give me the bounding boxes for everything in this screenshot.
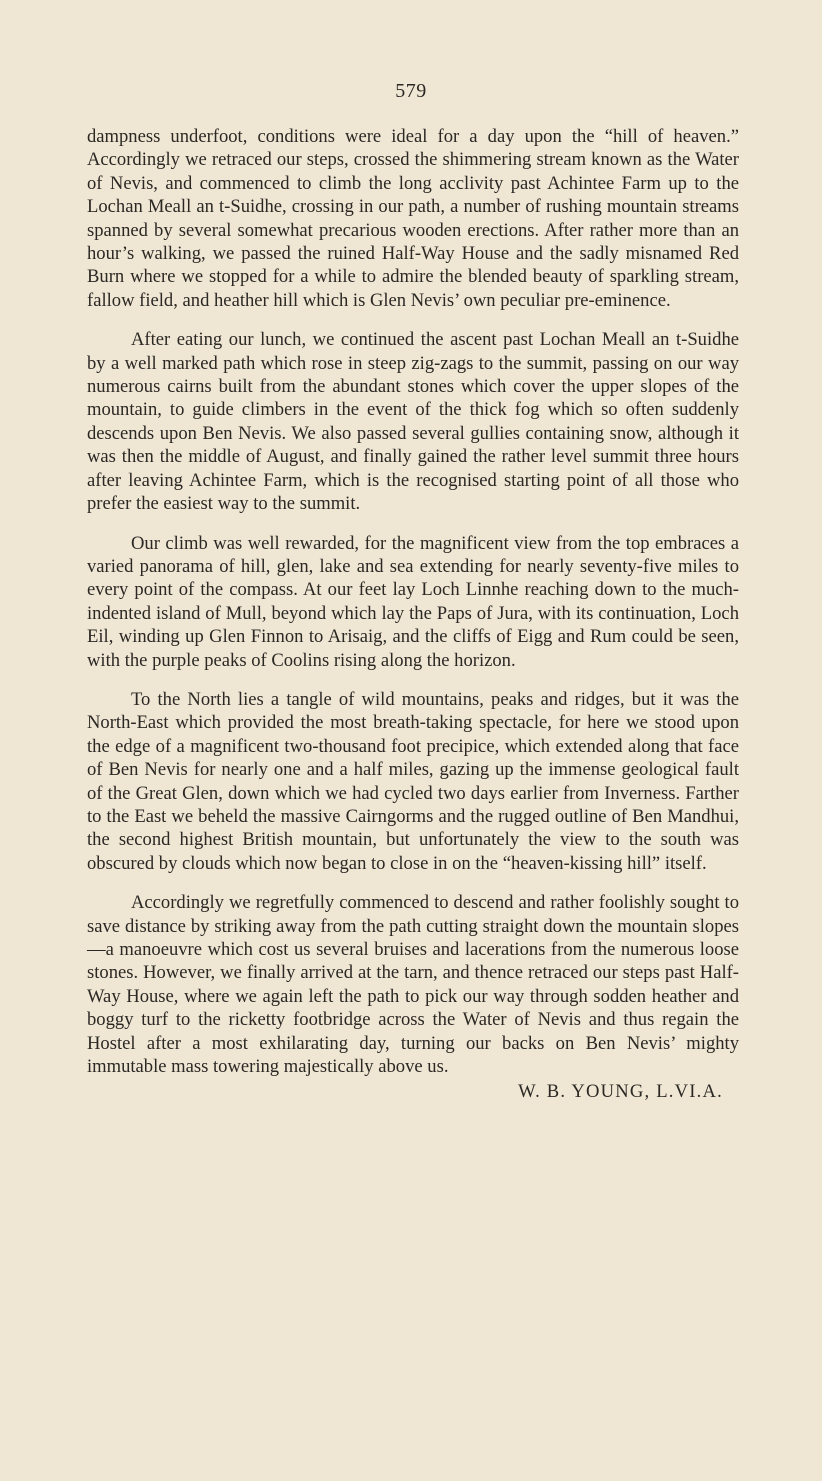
paragraph-3: Our climb was well rewarded, for the magnificent view from the top embraces a varied panorama of hill, glen, lake and sea extending for nearly seventy-five miles to every point of the compass. At our feet lay Loch Linnhe reaching down to the much-indented island of Mull, beyond which lay the Paps of Jura, with its continuation, Loch Eil, winding up Glen Finnon to Arisaig, and the cliffs of Eigg and Rum could be seen, with the purple peaks of Coolins rising along the horizon. [87, 532, 739, 671]
page-number: 579 [395, 80, 427, 102]
paragraph-5: Accordingly we regretfully commenced to descend and rather foolishly sought to save distance by striking away from the path cutting straight down the mountain slopes—a manoeuvre which cost us several bruises and lacerations from the numerous loose stones. However, we finally arrived at the tarn, and thence retraced our steps past Half-Way House, where we again left the path to pick our way through sodden heather and boggy turf to the ricketty footbridge across the Water of Nevis and thus regain the Hostel after a most exhilarating day, turning our backs on Ben Nevis’ mighty immutable mass towering majestically above us. [87, 892, 739, 1078]
article-body [87, 125, 739, 1104]
paragraph-2: After eating our lunch, we continued the ascent past Lochan Meall an t-Suidhe by a well marked path which rose in steep zig-zags to the summit, passing on our way numerous cairns built from the abundant stones which cover the upper slopes of the mountain, to guide climbers in the event of the thick fog which so often suddenly descends upon Ben Nevis. We also passed several gullies containing snow, although it was then the middle of August, and finally gained the rather level summit three hours after leaving Achintee Farm, which is the recognised starting point of all those who prefer the easiest way to the summit. [87, 329, 739, 515]
paragraph-1: dampness underfoot, conditions were ideal for a day upon the “hill of heaven.” Accordingly we retraced our steps, crossed the shimmering stream known as the Water of Nevis, and commenced to climb the long acclivity past Achintee Farm up to the Lochan Meall an t-Suidhe, crossing in our path, a number of rushing mountain streams spanned by several somewhat precarious wooden erections. After rather more than an hour’s walking, we passed the ruined Half-Way House and the sadly misnamed Red Burn where we stopped for a while to admire the blended beauty of sparkling stream, fallow field, and heather hill which is Glen Nevis’ own peculiar pre-eminence. [87, 126, 739, 311]
author-signature: W. B. YOUNG, L.VI.A. [518, 1081, 723, 1103]
paragraph-4: To the North lies a tangle of wild mountains, peaks and ridges, but it was the North-East which provided the most breath-taking spectacle, for here we stood upon the edge of a magnificent two-thousand foot precipice, which extended along that face of Ben Nevis for nearly one and a half miles, gazing up the immense geological fault of the Great Glen, down which we had cycled two days earlier from Inverness. Farther to the East we beheld the massive Cairngorms and the rugged outline of Ben Mandhui, the second highest British mountain, but unfortunately the view to the south was obscured by clouds which now began to close in on the “heaven-kissing hill” itself. [87, 688, 739, 874]
